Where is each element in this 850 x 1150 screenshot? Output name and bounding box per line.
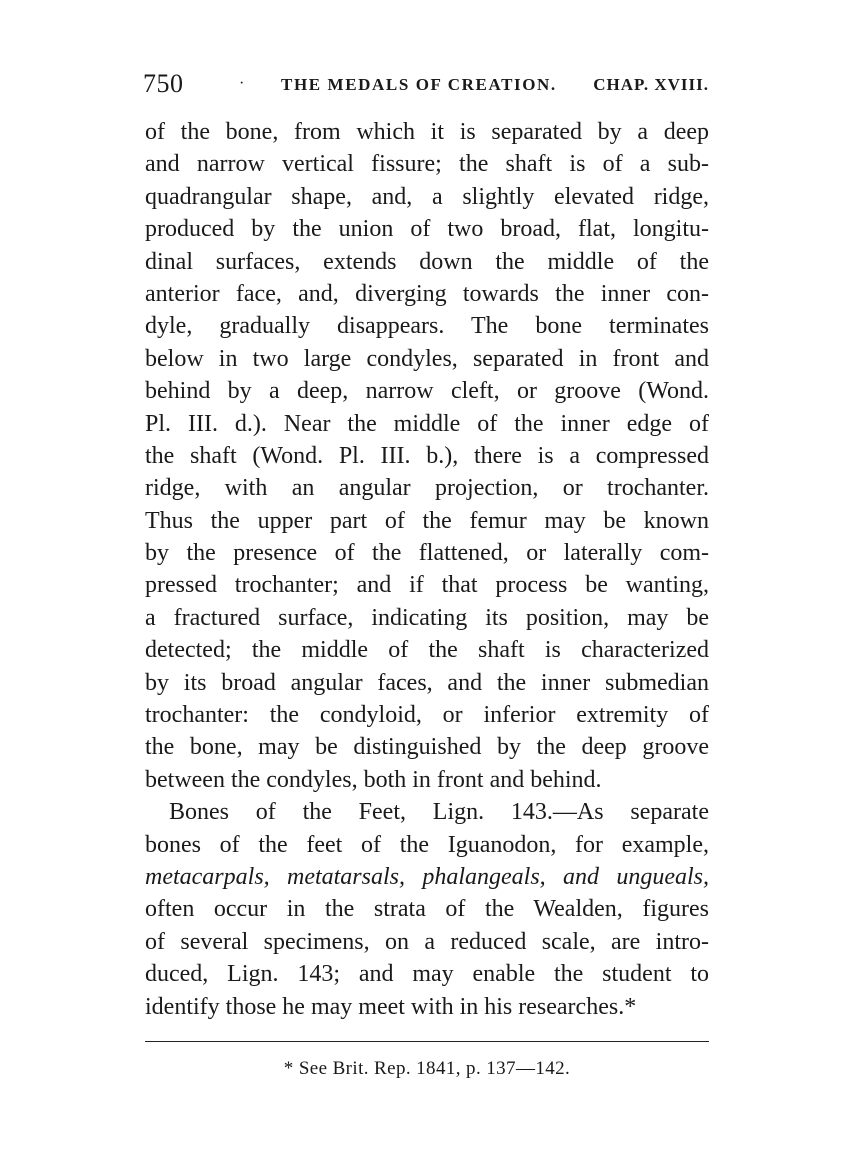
text-line: identify those he may meet with in his researches.* <box>145 993 637 1020</box>
page-header <box>143 66 709 102</box>
text-line: ridge, with an angular projection, or trochanter. <box>145 475 709 502</box>
text-line: detected; the middle of the shaft is characterized <box>145 637 709 664</box>
text-line: of several specimens, on a reduced scale, are intro- <box>145 928 709 955</box>
header-separator: · <box>239 75 245 92</box>
text-line: and narrow vertical fissure; the shaft is of a sub- <box>145 151 709 178</box>
text-line: the bone, may be distinguished by the deep groove <box>145 734 709 761</box>
text-line: dinal surfaces, extends down the middle of the <box>145 248 709 275</box>
text-line: bones of the feet of the Iguanodon, for example, <box>145 831 709 858</box>
text-line: metacarpals, metatarsals, phalangeals, and ungueals, <box>145 863 709 890</box>
page-number: 750 <box>143 69 184 98</box>
text-line: by the presence of the flattened, or laterally com- <box>145 540 709 567</box>
text-line: a fractured surface, indicating its position, may be <box>145 604 709 631</box>
section-heading-line: Bones of the Feet, Lign. 143.—As separate <box>169 799 709 826</box>
body-text <box>145 116 709 1023</box>
text-line: anterior face, and, diverging towards the inner con- <box>145 280 709 307</box>
text-line: Pl. III. d.). Near the middle of the inner edge of <box>145 410 709 437</box>
text-line: of the bone, from which it is separated by a deep <box>145 119 709 145</box>
text-line: often occur in the strata of the Wealden, figures <box>145 896 709 923</box>
footnote-rule <box>145 1041 709 1042</box>
footnote: * See Brit. Rep. 1841, p. 137—142. <box>283 1058 571 1079</box>
text-line: pressed trochanter; and if that process be wanting, <box>145 572 709 599</box>
running-title: THE MEDALS OF CREATION. <box>281 75 557 94</box>
text-line: quadrangular shape, and, a slightly elevated ridge, <box>145 183 709 210</box>
text-line: Thus the upper part of the femur may be known <box>145 507 709 534</box>
text-line: between the condyles, both in front and behind. <box>145 766 602 793</box>
text-line: behind by a deep, narrow cleft, or groove (Wond. <box>145 378 709 405</box>
text-line: duced, Lign. 143; and may enable the student to <box>145 961 709 988</box>
text-line: dyle, gradually disappears. The bone terminates <box>145 313 709 340</box>
text-line: below in two large condyles, separated in front and <box>145 345 709 372</box>
text-line: by its broad angular faces, and the inner submedian <box>145 669 709 696</box>
text-line: produced by the union of two broad, flat, longitu- <box>145 216 709 243</box>
text-line: the shaft (Wond. Pl. III. b.), there is a compressed <box>145 442 709 469</box>
chapter-label: CHAP. XVIII. <box>593 75 709 94</box>
text-line: trochanter: the condyloid, or inferior extremity of <box>145 702 709 729</box>
